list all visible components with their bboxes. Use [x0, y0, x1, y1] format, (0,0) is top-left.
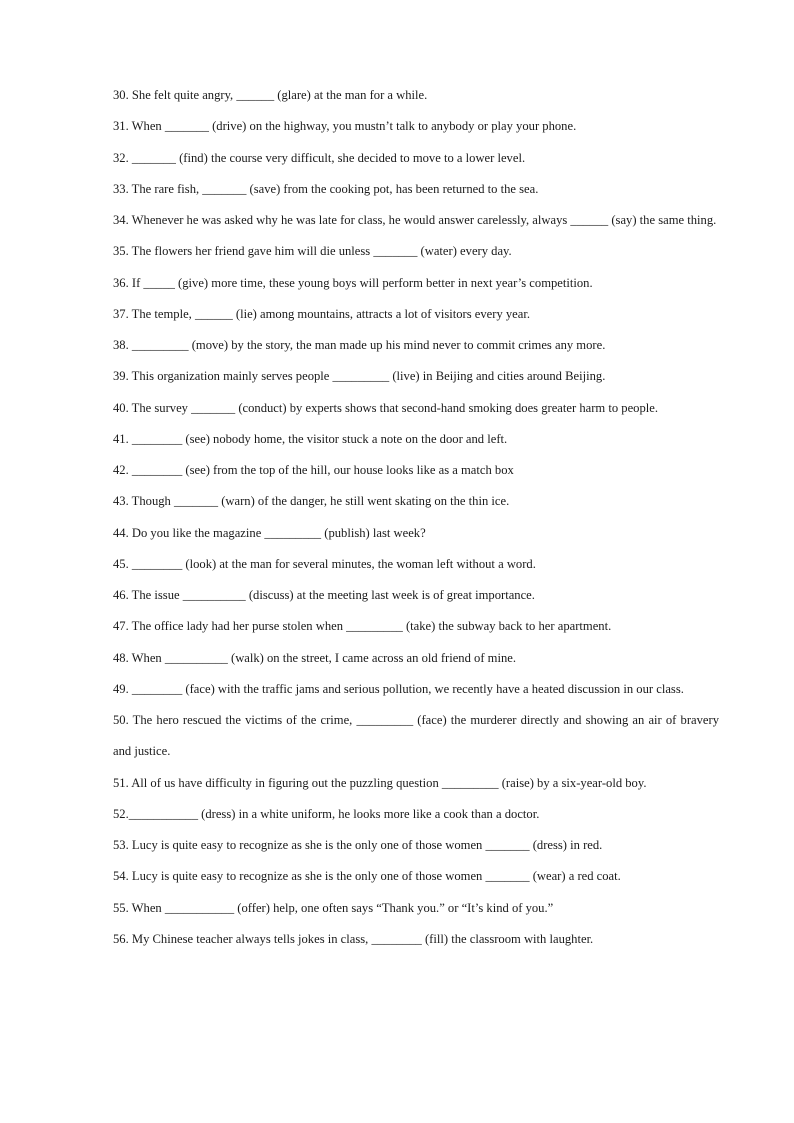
exercise-item-33: 33. The rare fish, _______ (save) from the cooking pot, has been returned to the sea.	[113, 181, 539, 196]
exercise-item-37: 37. The temple, ______ (lie) among mountains, attracts a lot of visitors every year.	[113, 306, 531, 321]
exercise-item-42: 42. ________ (see) from the top of the hill, our house looks like as a match box	[113, 463, 514, 477]
exercise-item-47: 47. The office lady had her purse stolen when _________ (take) the subway back to her apartment.	[113, 619, 612, 634]
exercise-item-48: 48. When __________ (walk) on the street, I came across an old friend of mine.	[113, 650, 516, 665]
exercise-item-40: 40. The survey _______ (conduct) by experts shows that second-hand smoking does greater harm to people.	[113, 400, 659, 415]
exercise-item-41: 41. ________ (see) nobody home, the visitor stuck a note on the door and left.	[113, 431, 508, 446]
exercise-item-39: 39. This organization mainly serves people _________ (live) in Beijing and cities around Beijing.	[113, 369, 606, 384]
exercise-item-36: 36. If _____ (give) more time, these young boys will perform better in next year’s competition.	[113, 275, 593, 290]
exercise-item-53: 53. Lucy is quite easy to recognize as she is the only one of those women _______ (dress) in red.	[113, 838, 603, 852]
exercise-item-54: 54. Lucy is quite easy to recognize as she is the only one of those women _______ (wear) a red coat.	[113, 869, 621, 884]
exercise-item-38: 38. _________ (move) by the story, the man made up his mind never to commit crimes any more.	[113, 338, 606, 352]
exercise-item-35: 35. The flowers her friend gave him will die unless _______ (water) every day.	[113, 244, 512, 259]
exercise-item-56: 56. My Chinese teacher always tells jokes in class, ________ (fill) the classroom with laughter.	[113, 931, 594, 946]
exercise-page	[113, 80, 719, 955]
exercise-item-30: 30. She felt quite angry, ______ (glare) at the man for a while.	[113, 88, 428, 102]
exercise-item-43: 43. Though _______ (warn) of the danger, he still went skating on the thin ice.	[113, 494, 510, 509]
exercise-item-34: 34. Whenever he was asked why he was late for class, he would answer carelessly, always ______ (say) the same thing.	[113, 213, 717, 227]
exercise-item-45: 45. ________ (look) at the man for several minutes, the woman left without a word.	[113, 556, 536, 571]
exercise-item-55: 55. When ___________ (offer) help, one often says “Thank you.” or “It’s kind of you.”	[113, 900, 554, 915]
exercise-item-44: 44. Do you like the magazine _________ (publish) last week?	[113, 525, 426, 540]
exercise-item-31: 31. When _______ (drive) on the highway, you mustn’t talk to anybody or play your phone.	[113, 119, 577, 134]
exercise-item-52: 52.___________ (dress) in a white uniform, he looks more like a cook than a doctor.	[113, 806, 540, 821]
exercise-item-49: 49. ________ (face) with the traffic jams and serious pollution, we recently have a heated discussion in our class.	[113, 681, 684, 696]
exercise-item-32: 32. _______ (find) the course very difficult, she decided to move to a lower level.	[113, 150, 526, 165]
exercise-item-46: 46. The issue __________ (discuss) at the meeting last week is of great importance.	[113, 588, 535, 602]
exercise-item-51: 51. All of us have difficulty in figuring out the puzzling question _________ (raise) by a six-year-old boy.	[113, 775, 647, 790]
exercise-item-50: 50. The hero rescued the victims of the crime, _________ (face) the murderer directly and showing an air of bravery and justice.	[113, 713, 719, 759]
